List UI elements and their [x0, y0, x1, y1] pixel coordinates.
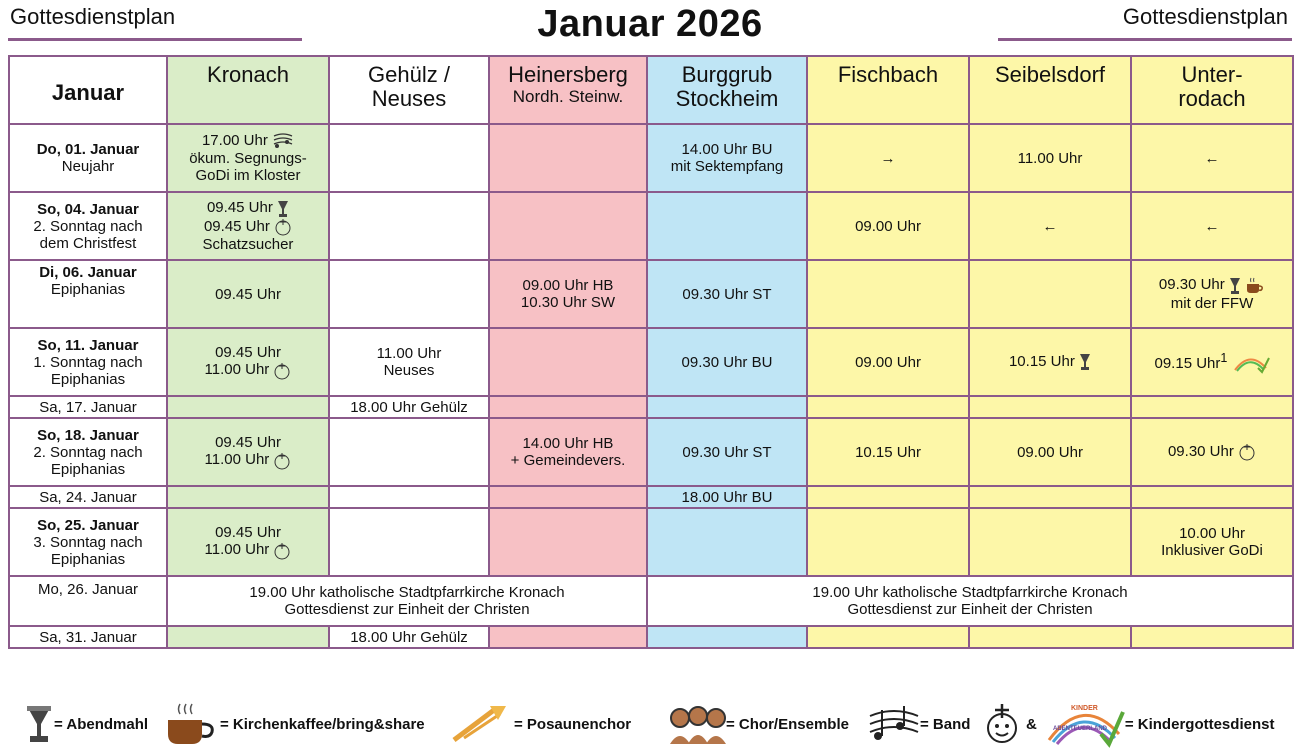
- date-cell: So, 04. Januar 2. Sonntag nach dem Christfest: [9, 192, 167, 260]
- burggrub-cell: 09.30 Uhr ST: [647, 418, 807, 486]
- kronach-cell: 09.45 Uhr: [167, 260, 329, 328]
- kronach-cell: [167, 486, 329, 508]
- unterrodach-cell: 09.30 Uhr: [1131, 418, 1293, 486]
- kronach-cell: [167, 396, 329, 418]
- column-header-gehuelz: Gehülz / Neuses: [329, 56, 489, 124]
- table-row: [9, 576, 1293, 626]
- seibelsdorf-cell: [969, 486, 1131, 508]
- gehuelz-cell: [329, 260, 489, 328]
- gehuelz-cell: [329, 486, 489, 508]
- kindergottesdienst-icon: [273, 542, 291, 560]
- header-right-rule: [998, 38, 1292, 41]
- column-header-fischbach: Fischbach: [807, 56, 969, 124]
- ecumenical-service-cell-right: 19.00 Uhr katholische Stadtpfarrkirche Kronach Gottesdienst zur Einheit der Christen: [647, 576, 1293, 626]
- legend-item-band: = Band: [868, 698, 970, 750]
- service-plan-table: [8, 55, 1294, 649]
- gehuelz-cell: 18.00 Uhr Gehülz: [329, 626, 489, 648]
- coffee-cup-icon: [1245, 277, 1265, 295]
- burggrub-cell: 14.00 Uhr BU mit Sektempfang: [647, 124, 807, 192]
- date-cell: Mo, 26. Januar: [9, 576, 167, 626]
- column-header-seibelsdorf: Seibelsdorf: [969, 56, 1131, 124]
- kindergottesdienst-icon: [984, 702, 1020, 746]
- fischbach-cell: 10.15 Uhr: [807, 418, 969, 486]
- table-row: [9, 396, 1293, 418]
- ecumenical-service-cell-left: 19.00 Uhr katholische Stadtpfarrkirche Kronach Gottesdienst zur Einheit der Christen: [167, 576, 647, 626]
- seibelsdorf-cell: 09.00 Uhr: [969, 418, 1131, 486]
- gehuelz-cell: [329, 418, 489, 486]
- burggrub-cell: [647, 626, 807, 648]
- header-row: [9, 56, 1293, 124]
- gehuelz-cell: [329, 192, 489, 260]
- heinersberg-cell: [489, 626, 647, 648]
- date-cell: So, 11. Januar 1. Sonntag nach Epiphanias: [9, 328, 167, 396]
- seibelsdorf-cell: [969, 396, 1131, 418]
- header-left-label: Gottesdienstplan: [10, 4, 176, 29]
- unterrodach-cell: [1131, 396, 1293, 418]
- kindergottesdienst-icon: [1238, 443, 1256, 461]
- table-row: [9, 192, 1293, 260]
- unterrodach-cell: [1131, 486, 1293, 508]
- fischbach-cell: [807, 260, 969, 328]
- unterrodach-cell: 10.00 Uhr Inklusiver GoDi: [1131, 508, 1293, 576]
- unterrodach-cell: [1131, 626, 1293, 648]
- seibelsdorf-cell: ←: [969, 192, 1131, 260]
- burggrub-cell: [647, 396, 807, 418]
- heinersberg-cell: [489, 486, 647, 508]
- date-cell: So, 18. Januar 2. Sonntag nach Epiphanias: [9, 418, 167, 486]
- fischbach-cell: [807, 396, 969, 418]
- fischbach-cell: [807, 508, 969, 576]
- table-row: [9, 328, 1293, 396]
- unterrodach-cell: ←: [1131, 124, 1293, 192]
- unterrodach-cell: ←: [1131, 192, 1293, 260]
- kindergottesdienst-icon: [274, 218, 292, 236]
- header-right-label: Gottesdienstplan: [1122, 4, 1288, 29]
- table-row: [9, 486, 1293, 508]
- seibelsdorf-cell: [969, 260, 1131, 328]
- heinersberg-cell: [489, 124, 647, 192]
- burggrub-cell: [647, 192, 807, 260]
- kronach-cell: [167, 626, 329, 648]
- chalice-icon: [24, 702, 54, 746]
- unterrodach-cell: 09.15 Uhr$^1$: [1131, 328, 1293, 396]
- heinersberg-cell: 09.00 Uhr HB 10.30 Uhr SW: [489, 260, 647, 328]
- kindergottesdienst-icon: [273, 452, 291, 470]
- column-header-heinersberg: Heinersberg Nordh. Steinw.: [489, 56, 647, 124]
- kronach-cell: 09.45 Uhr 09.45 Uhr Schatzsucher: [167, 192, 329, 260]
- fischbach-cell: [807, 626, 969, 648]
- kinderabenteuerland-logo-icon: [1043, 700, 1125, 748]
- page-title: Januar 2026: [537, 3, 763, 45]
- table-row: [9, 124, 1293, 192]
- seibelsdorf-cell: 11.00 Uhr: [969, 124, 1131, 192]
- column-header-kronach: Kronach: [167, 56, 329, 124]
- burggrub-cell: 18.00 Uhr BU: [647, 486, 807, 508]
- choir-icon: [668, 702, 726, 746]
- legend-item-kindergottesdienst: & KINDER ABENTEUERLAND = Kindergottesdienst: [984, 698, 1274, 750]
- date-cell: Sa, 24. Januar: [9, 486, 167, 508]
- gehuelz-cell: 18.00 Uhr Gehülz: [329, 396, 489, 418]
- trombone-icon: [450, 702, 508, 746]
- legend-item-kaffee: = Kirchenkaffee/bring&share: [164, 698, 425, 750]
- heinersberg-cell: [489, 328, 647, 396]
- gehuelz-cell: [329, 508, 489, 576]
- column-header-burggrub: Burggrub Stockheim: [647, 56, 807, 124]
- kronach-cell: 09.45 Uhr 11.00 Uhr: [167, 508, 329, 576]
- table-row: [9, 626, 1293, 648]
- gehuelz-cell: 11.00 Uhr Neuses: [329, 328, 489, 396]
- svg-text:KINDER: KINDER: [1070, 705, 1098, 712]
- date-cell: Sa, 17. Januar: [9, 396, 167, 418]
- kronach-cell: 17.00 Uhr ökum. Segnungs- GoDi im Kloster: [167, 124, 329, 192]
- legend-item-chor: = Chor/Ensemble: [668, 698, 849, 750]
- legend-item-abendmahl: = Abendmahl: [24, 698, 148, 750]
- date-cell: Sa, 31. Januar: [9, 626, 167, 648]
- table-row: [9, 418, 1293, 486]
- heinersberg-cell: [489, 396, 647, 418]
- kronach-cell: 09.45 Uhr 11.00 Uhr: [167, 418, 329, 486]
- chalice-icon: [1229, 277, 1241, 295]
- gehuelz-cell: [329, 124, 489, 192]
- chalice-icon: [277, 200, 289, 218]
- column-header-unterrodach: Unter- rodach: [1131, 56, 1293, 124]
- kronach-cell: 09.45 Uhr 11.00 Uhr: [167, 328, 329, 396]
- fischbach-cell: [807, 486, 969, 508]
- kinderabenteuerland-logo-icon: [1232, 354, 1270, 374]
- seibelsdorf-cell: [969, 508, 1131, 576]
- table-row: [9, 508, 1293, 576]
- heinersberg-cell: [489, 192, 647, 260]
- date-cell: Do, 01. Januar Neujahr: [9, 124, 167, 192]
- burggrub-cell: 09.30 Uhr BU: [647, 328, 807, 396]
- heinersberg-cell: 14.00 Uhr HB + Gemeindevers.: [489, 418, 647, 486]
- unterrodach-cell: 09.30 Uhr mit der FFW: [1131, 260, 1293, 328]
- seibelsdorf-cell: [969, 626, 1131, 648]
- burggrub-cell: [647, 508, 807, 576]
- column-header-date: Januar: [9, 56, 167, 124]
- fischbach-cell: 09.00 Uhr: [807, 328, 969, 396]
- band-icon: [272, 132, 294, 150]
- legend-item-posaunenchor: = Posaunenchor: [450, 698, 631, 750]
- date-cell: So, 25. Januar 3. Sonntag nach Epiphanias: [9, 508, 167, 576]
- date-cell: Di, 06. Januar Epiphanias: [9, 260, 167, 328]
- svg-text:ABENTEUERLAND: ABENTEUERLAND: [1052, 726, 1107, 732]
- burggrub-cell: 09.30 Uhr ST: [647, 260, 807, 328]
- seibelsdorf-cell: 10.15 Uhr: [969, 328, 1131, 396]
- coffee-cup-icon: [164, 702, 220, 746]
- legend: [0, 698, 1300, 750]
- fischbach-cell: 09.00 Uhr: [807, 192, 969, 260]
- heinersberg-cell: [489, 508, 647, 576]
- table-row: [9, 260, 1293, 328]
- fischbach-cell: →: [807, 124, 969, 192]
- chalice-icon: [1079, 353, 1091, 371]
- kindergottesdienst-icon: [273, 362, 291, 380]
- band-icon: [868, 702, 920, 746]
